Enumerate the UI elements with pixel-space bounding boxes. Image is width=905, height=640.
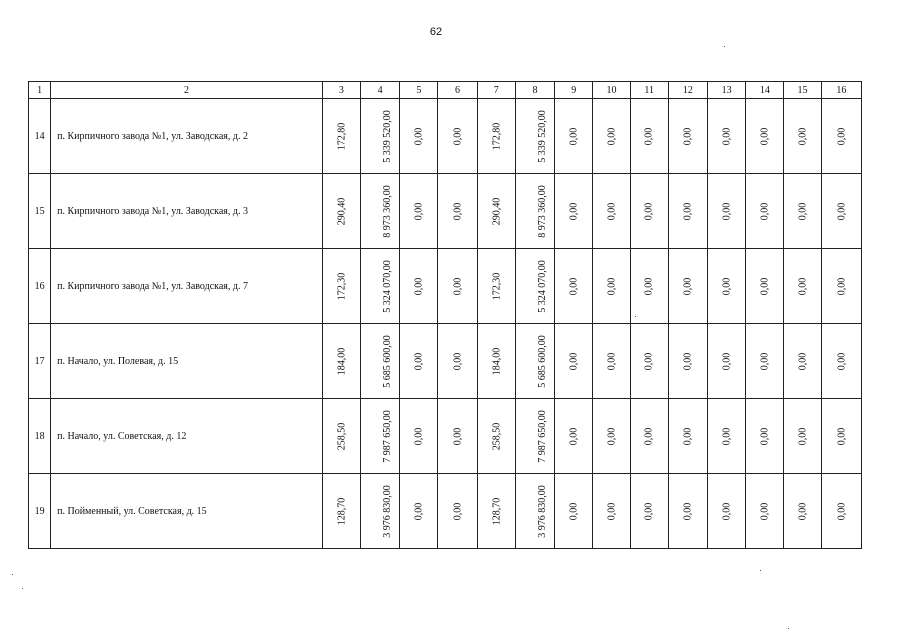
cell-value: 290,40: [335, 197, 347, 225]
value-cell: [746, 249, 784, 324]
value-cell: [438, 399, 477, 474]
cell-value: 0,00: [605, 427, 617, 445]
value-cell: [630, 174, 668, 249]
column-header: 4: [360, 82, 399, 99]
value-cell: [555, 174, 593, 249]
cell-value: 0,00: [835, 202, 847, 220]
value-cell: [322, 249, 360, 324]
value-cell: [555, 99, 593, 174]
cell-value: 8 973 360,00: [536, 184, 548, 238]
value-cell: [821, 99, 861, 174]
cell-value: 0,00: [413, 202, 425, 220]
cell-value: 0,00: [452, 202, 464, 220]
data-table: [28, 81, 862, 549]
value-cell: [477, 324, 515, 399]
cell-value: 0,00: [682, 127, 694, 145]
address-cell: п. Начало, ул. Советская, д. 12: [51, 399, 323, 474]
value-cell: [630, 99, 668, 174]
value-cell: [477, 399, 515, 474]
cell-value: 0,00: [759, 427, 771, 445]
value-cell: [322, 399, 360, 474]
value-cell: [400, 324, 438, 399]
column-header: 3: [322, 82, 360, 99]
cell-value: 0,00: [643, 352, 655, 370]
cell-value: 0,00: [797, 127, 809, 145]
cell-value: 128,70: [490, 497, 502, 525]
cell-value: 290,40: [490, 197, 502, 225]
cell-value: 0,00: [721, 502, 733, 520]
cell-value: 0,00: [568, 277, 580, 295]
cell-value: 172,80: [490, 122, 502, 150]
cell-value: 5 685 600,00: [536, 334, 548, 388]
row-number: 15: [29, 174, 51, 249]
cell-value: 0,00: [797, 427, 809, 445]
cell-value: 0,00: [452, 352, 464, 370]
value-cell: [555, 474, 593, 549]
value-cell: [360, 324, 399, 399]
cell-value: 172,30: [490, 272, 502, 300]
column-header: 13: [708, 82, 746, 99]
cell-value: 0,00: [682, 502, 694, 520]
value-cell: [400, 474, 438, 549]
value-cell: [746, 399, 784, 474]
column-header: 1: [29, 82, 51, 99]
column-header: 11: [630, 82, 668, 99]
cell-value: 0,00: [759, 277, 771, 295]
table-row: [29, 399, 862, 474]
value-cell: [322, 99, 360, 174]
value-cell: [668, 99, 707, 174]
cell-value: 0,00: [759, 352, 771, 370]
value-cell: [593, 324, 630, 399]
table-row: [29, 174, 862, 249]
address-cell: п. Кирпичного завода №1, ул. Заводская, д. 3: [51, 174, 323, 249]
value-cell: [821, 399, 861, 474]
header-row: [29, 82, 862, 99]
row-number: 16: [29, 249, 51, 324]
value-cell: [477, 99, 515, 174]
cell-value: 0,00: [721, 427, 733, 445]
cell-value: 0,00: [643, 127, 655, 145]
cell-value: 0,00: [413, 502, 425, 520]
row-number: 19: [29, 474, 51, 549]
cell-value: 0,00: [835, 352, 847, 370]
value-cell: [746, 99, 784, 174]
table-row: [29, 474, 862, 549]
cell-value: 0,00: [452, 277, 464, 295]
cell-value: 0,00: [568, 427, 580, 445]
column-header: 15: [784, 82, 821, 99]
cell-value: 0,00: [797, 277, 809, 295]
cell-value: 184,00: [335, 347, 347, 375]
column-header: 7: [477, 82, 515, 99]
value-cell: [746, 174, 784, 249]
cell-value: 5 685 600,00: [381, 334, 393, 388]
value-cell: [668, 324, 707, 399]
scan-speck: [760, 570, 761, 571]
value-cell: [438, 474, 477, 549]
cell-value: 0,00: [568, 127, 580, 145]
column-header: 16: [821, 82, 861, 99]
cell-value: 0,00: [643, 427, 655, 445]
cell-value: 0,00: [682, 427, 694, 445]
value-cell: [668, 474, 707, 549]
table-row: [29, 99, 862, 174]
scan-speck: [788, 628, 789, 629]
cell-value: 0,00: [835, 502, 847, 520]
cell-value: 3 976 830,00: [536, 484, 548, 538]
cell-value: 172,30: [335, 272, 347, 300]
cell-value: 0,00: [759, 202, 771, 220]
value-cell: [515, 174, 554, 249]
cell-value: 7 987 650,00: [381, 409, 393, 463]
table-row: [29, 324, 862, 399]
cell-value: 0,00: [721, 202, 733, 220]
cell-value: 0,00: [682, 277, 694, 295]
cell-value: 0,00: [797, 352, 809, 370]
value-cell: [708, 399, 746, 474]
value-cell: [746, 474, 784, 549]
page-number: 62: [429, 26, 443, 38]
value-cell: [360, 174, 399, 249]
value-cell: [593, 249, 630, 324]
column-header: 14: [746, 82, 784, 99]
cell-value: 0,00: [759, 127, 771, 145]
value-cell: [322, 174, 360, 249]
cell-value: 0,00: [835, 427, 847, 445]
value-cell: [821, 174, 861, 249]
value-cell: [630, 399, 668, 474]
value-cell: [708, 474, 746, 549]
cell-value: 0,00: [452, 427, 464, 445]
value-cell: [630, 249, 668, 324]
value-cell: [784, 474, 821, 549]
value-cell: [322, 474, 360, 549]
value-cell: [784, 99, 821, 174]
cell-value: 0,00: [721, 352, 733, 370]
value-cell: [821, 324, 861, 399]
cell-value: 0,00: [721, 277, 733, 295]
value-cell: [400, 174, 438, 249]
cell-value: 0,00: [721, 127, 733, 145]
row-number: 14: [29, 99, 51, 174]
cell-value: 258,50: [490, 422, 502, 450]
cell-value: 5 324 070,00: [536, 259, 548, 313]
value-cell: [555, 399, 593, 474]
cell-value: 0,00: [452, 127, 464, 145]
value-cell: [593, 474, 630, 549]
cell-value: 0,00: [605, 127, 617, 145]
cell-value: 0,00: [682, 352, 694, 370]
value-cell: [515, 99, 554, 174]
column-header: 9: [555, 82, 593, 99]
value-cell: [630, 324, 668, 399]
column-header: 6: [438, 82, 477, 99]
column-header: 2: [51, 82, 323, 99]
cell-value: 0,00: [413, 127, 425, 145]
cell-value: 0,00: [605, 502, 617, 520]
value-cell: [438, 99, 477, 174]
cell-value: 0,00: [643, 277, 655, 295]
value-cell: [515, 324, 554, 399]
cell-value: 8 973 360,00: [381, 184, 393, 238]
value-cell: [400, 399, 438, 474]
value-cell: [821, 474, 861, 549]
cell-value: 0,00: [605, 202, 617, 220]
cell-value: 5 339 520,00: [381, 109, 393, 163]
cell-value: 5 339 520,00: [536, 109, 548, 163]
column-header: 10: [593, 82, 630, 99]
cell-value: 7 987 650,00: [536, 409, 548, 463]
cell-value: 172,80: [335, 122, 347, 150]
value-cell: [593, 99, 630, 174]
cell-value: 0,00: [413, 427, 425, 445]
value-cell: [708, 249, 746, 324]
cell-value: 3 976 830,00: [381, 484, 393, 538]
cell-value: 0,00: [413, 352, 425, 370]
address-cell: п. Начало, ул. Полевая, д. 15: [51, 324, 323, 399]
value-cell: [668, 174, 707, 249]
address-cell: п. Кирпичного завода №1, ул. Заводская, д. 2: [51, 99, 323, 174]
value-cell: [438, 249, 477, 324]
value-cell: [360, 249, 399, 324]
value-cell: [360, 99, 399, 174]
value-cell: [746, 324, 784, 399]
value-cell: [784, 399, 821, 474]
value-cell: [515, 399, 554, 474]
row-number: 18: [29, 399, 51, 474]
cell-value: 0,00: [797, 202, 809, 220]
value-cell: [477, 174, 515, 249]
cell-value: 258,50: [335, 422, 347, 450]
value-cell: [821, 249, 861, 324]
cell-value: 184,00: [490, 347, 502, 375]
value-cell: [515, 249, 554, 324]
cell-value: 0,00: [643, 502, 655, 520]
cell-value: 0,00: [568, 202, 580, 220]
cell-value: 0,00: [797, 502, 809, 520]
value-cell: [555, 324, 593, 399]
value-cell: [400, 99, 438, 174]
column-header: 5: [400, 82, 438, 99]
cell-value: 0,00: [835, 277, 847, 295]
value-cell: [668, 399, 707, 474]
cell-value: 0,00: [643, 202, 655, 220]
value-cell: [360, 474, 399, 549]
cell-value: 0,00: [682, 202, 694, 220]
cell-value: 5 324 070,00: [381, 259, 393, 313]
column-header: 8: [515, 82, 554, 99]
cell-value: 0,00: [835, 127, 847, 145]
value-cell: [477, 474, 515, 549]
value-cell: [784, 174, 821, 249]
scan-speck: [12, 574, 13, 575]
value-cell: [668, 249, 707, 324]
value-cell: [708, 324, 746, 399]
value-cell: [400, 249, 438, 324]
value-cell: [784, 249, 821, 324]
value-cell: [322, 324, 360, 399]
value-cell: [438, 174, 477, 249]
cell-value: 0,00: [568, 502, 580, 520]
value-cell: [593, 174, 630, 249]
value-cell: [593, 399, 630, 474]
value-cell: [630, 474, 668, 549]
address-cell: п. Кирпичного завода №1, ул. Заводская, д. 7: [51, 249, 323, 324]
cell-value: 0,00: [568, 352, 580, 370]
cell-value: 0,00: [452, 502, 464, 520]
value-cell: [515, 474, 554, 549]
column-header: 12: [668, 82, 707, 99]
value-cell: [708, 99, 746, 174]
cell-value: 0,00: [759, 502, 771, 520]
value-cell: [555, 249, 593, 324]
scan-speck: [635, 316, 636, 317]
scan-speck: [724, 46, 725, 47]
value-cell: [438, 324, 477, 399]
address-cell: п. Пойменный, ул. Советская, д. 15: [51, 474, 323, 549]
cell-value: 128,70: [335, 497, 347, 525]
row-number: 17: [29, 324, 51, 399]
table-row: [29, 249, 862, 324]
cell-value: 0,00: [605, 352, 617, 370]
value-cell: [477, 249, 515, 324]
scan-speck: [22, 588, 23, 589]
value-cell: [784, 324, 821, 399]
value-cell: [360, 399, 399, 474]
cell-value: 0,00: [605, 277, 617, 295]
value-cell: [708, 174, 746, 249]
cell-value: 0,00: [413, 277, 425, 295]
